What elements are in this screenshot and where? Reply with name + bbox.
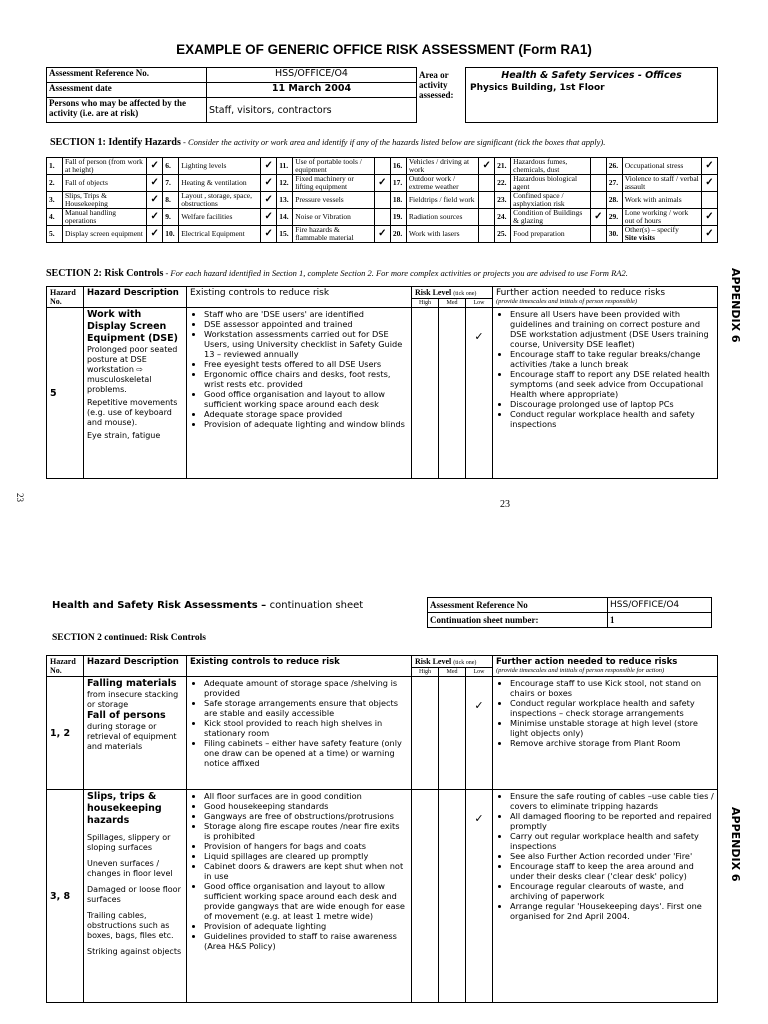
col-high: High [412,299,439,308]
hazard-label: Condition of Buildings & glazing [511,209,591,226]
hazard-label: Display screen equipment [63,226,147,243]
hazard-label: Pressure vessels [293,192,375,209]
risk-level-label: Risk Level [415,288,452,297]
hazard-desc-3: Eye strain, fatigue [87,431,161,440]
list-item: • DSE assessor appointed and trained [204,319,408,329]
hazard-label: Lone working / work out of hours [622,209,701,226]
hazard-checkbox[interactable] [590,192,606,209]
hazard-number: 22. [495,175,511,192]
cont-col-low: Low [466,668,493,677]
hazard-checkbox[interactable]: ✓ [261,175,277,192]
list-item: • Adequate amount of storage space /shelving is provided [204,678,408,698]
list-item: • Provision of hangers for bags and coats [204,841,408,851]
cont-sheet-label: Continuation sheet number: [428,613,608,628]
section2-instruction: - For each hazard identified in Section 1, complete Section 2. For more complex activities or projects you are advised to use Form RA2. [163,268,628,278]
hazard-label: Noise or Vibration [293,209,375,226]
further-action-list [496,791,714,921]
section1-instruction: - Consider the activity or work area and identify if any of the hazards listed below are significant (tick the boxes that apply). [180,137,606,147]
list-item: • All damaged flooring to be reported and repaired promptly [510,811,714,831]
col-existing-controls: Existing controls to reduce risk [187,287,412,308]
appendix-label-top: APPENDIX 6 [729,268,742,343]
further-action-label: Further action needed to reduce risks [496,288,666,298]
hazard-label: Confined space / asphyxiation risk [511,192,591,209]
cont-risk-level-tick-note: (tick one) [453,660,477,666]
page-number-side: 23 [15,493,25,502]
hazard-checkbox[interactable]: ✓ [702,158,718,175]
cont-sheet-value: 1 [608,613,712,628]
hazard-checkbox[interactable] [479,209,495,226]
hazard-number: 15. [277,226,293,243]
hazard-checkbox[interactable] [479,175,495,192]
hazard-number: 20. [390,226,406,243]
hazard-number: 14. [277,209,293,226]
hazard-desc-item: Uneven surfaces / changes in floor level [87,859,173,878]
col-further-action [493,287,718,308]
hazard-number: 6. [163,158,179,175]
hazard-checklist-table [46,157,718,243]
hazard-label: Outdoor work / extreme weather [406,175,478,192]
risk-med-cell [439,677,466,790]
hazard-number: 30. [606,226,622,243]
hazard-number: 27. [606,175,622,192]
hazard-number: 7. [163,175,179,192]
hazard-number: 5 [47,308,84,479]
hazard-description [84,677,187,790]
list-item: • Encourage staff to keep the area around and under their desks clear ('clear desk' policy) [510,861,714,881]
list-item: • Provision of adequate lighting and window blinds [204,419,408,429]
hazard-desc-1: Prolonged poor seated posture at DSE workstation ⇨ musculoskeletal problems. [87,345,178,394]
list-item: • Carry out regular workplace health and safety inspections [510,831,714,851]
hazard-number: 4. [47,209,63,226]
list-item: • Ensure all Users have been provided with guidelines and training on correct posture and DSE workstation adjustment (DSE Users training course, University DSE leaflet) [510,309,714,349]
list-item: • Storage along fire escape routes /near fire exits is prohibited [204,821,408,841]
hazard-number: 23. [495,192,511,209]
list-item: • Free eyesight tests offered to all DSE Users [204,359,408,369]
continuation-title-bold: Health and Safety Risk Assessments – [52,600,270,611]
table-row [47,790,718,1003]
hazard-label: Hazardous fumes, chemicals, dust [511,158,591,175]
hazard-checkbox[interactable] [590,175,606,192]
list-item: • Workstation assessments carried out for DSE Users, using University checklist in Safety Guide 13 – reviewed annually [204,329,408,359]
list-item: • Liquid spillages are cleared up promptly [204,851,408,861]
page-number: 23 [500,499,510,510]
list-item: • Good office organisation and layout to allow sufficient working space around each desk [204,389,408,409]
hazard-checkbox[interactable]: ✓ [702,226,718,243]
hazard-label: Hazardous biological agent [511,175,591,192]
cont-further-label: Further action needed to reduce risks [496,657,678,667]
hazard-number: 19. [390,209,406,226]
hazard-label: Other(s) – specify Site visits [622,226,701,243]
further-action-cell [493,677,718,790]
hazard-number: 13. [277,192,293,209]
hazard-checkbox[interactable] [374,209,390,226]
hazard-checkbox[interactable] [374,158,390,175]
hazard-checkbox[interactable] [374,192,390,209]
hazard-name: Slips, trips & housekeeping hazards [87,791,162,826]
hazard-checkbox[interactable] [590,226,606,243]
table-row [47,677,718,790]
hazard-desc-2: during storage or retrieval of equipment and materials [87,722,177,751]
cont-ref-label: Assessment Reference No [428,598,608,613]
hazard-label: Violence to staff / verbal assault [622,175,701,192]
section2-title: SECTION 2: Risk Controls [46,268,164,279]
ref-label: Assessment Reference No. [47,68,207,83]
continuation-subtitle: continuation sheet [269,600,364,611]
section2-heading [46,268,746,279]
continuation-title [52,600,363,611]
hazard-number: 26. [606,158,622,175]
cont-further-note: (provide timescales and initials of person responsible for action) [496,667,665,674]
hazard-number: 21. [495,158,511,175]
section1-title: SECTION 1: Identify Hazards [50,137,181,148]
list-item: • Remove archive storage from Plant Room [510,738,714,748]
list-item: • Minimise unstable storage at high level (store light objects only) [510,718,714,738]
list-item: • Adequate storage space provided [204,409,408,419]
hazard-checkbox[interactable] [479,192,495,209]
col-risk-level [412,287,493,299]
list-item: • Arrange regular 'Housekeeping days'. First one organised for 2nd April 2004. [510,901,714,921]
hazard-checkbox[interactable]: ✓ [261,209,277,226]
hazard-label: Manual handling operations [63,209,147,226]
list-item: • Good office organisation and layout to allow sufficient working space around each desk and provide gangways that are wide enough for ease of movement (e.g. at least 1 metre wide) [204,881,408,921]
cont-risk-level-label: Risk Level [415,657,452,666]
persons-value: Staff, visitors, contractors [207,98,417,123]
list-item: • Safe storage arrangements ensure that objects are stable and easily accessible [204,698,408,718]
hazard-label: Electrical Equipment [179,226,261,243]
hazard-checkbox[interactable]: ✓ [147,175,163,192]
hazard-checkbox[interactable]: ✓ [147,226,163,243]
hazard-checkbox[interactable]: ✓ [479,158,495,175]
hazard-number: 16. [390,158,406,175]
col-hazard-desc: Hazard Description [84,287,187,308]
hazard-number: 28. [606,192,622,209]
hazard-number: 3, 8 [47,790,84,1003]
cont-col-further [493,656,718,677]
hazard-number: 5. [47,226,63,243]
further-action-list [496,309,714,429]
area-value [466,68,718,123]
hazard-number: 29. [606,209,622,226]
hazard-number: 8. [163,192,179,209]
list-item: • See also Further Action recorded under 'Fire' [510,851,714,861]
hazard-label: Work with lasers [406,226,478,243]
hazard-label: Slips, Trips & Housekeeping [63,192,147,209]
list-item: • All floor surfaces are in good condition [204,791,408,801]
area-value-line1: Health & Safety Services - Offices [501,70,682,81]
hazard-label: Heating & ventilation [179,175,261,192]
hazard-label: Layout , storage, space, obstructions [179,192,261,209]
col-med: Med [439,299,466,308]
list-item: • Encourage staff to use Kick stool, not stand on chairs or boxes [510,678,714,698]
hazard-number: 18. [390,192,406,209]
hazard-label: Use of portable tools / equipment [293,158,375,175]
hazard-number: 10. [163,226,179,243]
hazard-label: Work with animals [622,192,701,209]
further-action-list [496,678,714,748]
page-title: EXAMPLE OF GENERIC OFFICE RISK ASSESSMENT (Form RA1) [176,42,592,57]
list-item: • Encourage regular clearouts of waste, and archiving of paperwork [510,881,714,901]
risk-controls-table [46,286,718,479]
list-item: • Staff who are 'DSE users' are identified [204,309,408,319]
hazard-checkbox[interactable]: ✓ [261,226,277,243]
hazard-number: 1. [47,158,63,175]
hazard-number: 1, 2 [47,677,84,790]
hazard-label: Welfare facilities [179,209,261,226]
hazard-label: Food preparation [511,226,591,243]
hazard-number: 11. [277,158,293,175]
hazard-number: 3. [47,192,63,209]
hazard-label: Vehicles / driving at work [406,158,478,175]
hazard-label: Radiation sources [406,209,478,226]
continuation-risk-table [46,655,718,1003]
hazard-checkbox[interactable]: ✓ [261,192,277,209]
hazard-name-1: Falling materials [87,678,177,689]
existing-controls-cell [187,677,412,790]
hazard-number: 25. [495,226,511,243]
cont-col-risk-level [412,656,493,668]
hazard-checkbox[interactable] [702,192,718,209]
hazard-checkbox[interactable]: ✓ [702,209,718,226]
hazard-checkbox[interactable]: ✓ [702,175,718,192]
hazard-number: 17. [390,175,406,192]
risk-low-tick: ✓ [466,677,493,790]
risk-high-cell [412,677,439,790]
cont-col-hazard-desc: Hazard Description [84,656,187,677]
existing-controls-cell [187,308,412,479]
list-item: • Ensure the safe routing of cables –use cable ties / covers to eliminate tripping hazards [510,791,714,811]
cont-col-existing: Existing controls to reduce risk [187,656,412,677]
hazard-desc-item: Damaged or loose floor surfaces [87,885,181,904]
hazard-desc-1: from insecure stacking or storage [87,690,179,709]
list-item: • Guidelines provided to staff to raise awareness (Area H&S Policy) [204,931,408,951]
hazard-checkbox[interactable]: ✓ [147,209,163,226]
persons-label: Persons who may be affected by the activity (i.e. are at risk) [47,98,207,123]
risk-med-cell [439,308,466,479]
hazard-label: Fire hazards & flammable material [293,226,375,243]
col-hazard-no: Hazard No. [47,287,84,308]
hazard-label: Fall of objects [63,175,147,192]
risk-level-tick-note: (tick one) [453,291,477,297]
hazard-desc-item: Striking against objects [87,947,182,956]
hazard-checkbox[interactable] [479,226,495,243]
existing-controls-list [190,791,408,951]
cont-col-med: Med [439,668,466,677]
assessment-header-table [46,67,718,123]
cont-col-high: High [412,668,439,677]
hazard-row [47,226,718,243]
list-item: • Encourage staff to report any DSE related health symptoms (and seek advice from Occupational Health where appropriate) [510,369,714,399]
risk-low-tick: ✓ [466,308,493,479]
hazard-name-2: Fall of persons [87,710,166,721]
hazard-desc-item: Spillages, slippery or sloping surfaces [87,833,171,852]
list-item: • Good housekeeping standards [204,801,408,811]
hazard-number: 9. [163,209,179,226]
hazard-row [47,209,718,226]
existing-controls-cell [187,790,412,1003]
risk-med-cell [439,790,466,1003]
list-item: • Conduct regular workplace health and safety inspections [510,409,714,429]
list-item: • Encourage staff to take regular breaks/change activities /take a lunch break [510,349,714,369]
table-row [47,308,718,479]
risk-high-cell [412,790,439,1003]
hazard-checkbox[interactable]: ✓ [261,158,277,175]
hazard-label: Fixed machinery or lifting equipment [293,175,375,192]
list-item: • Provision of adequate lighting [204,921,408,931]
list-item: • Kick stool provided to reach high shelves in stationary room [204,718,408,738]
hazard-row [47,192,718,209]
hazard-description [84,790,187,1003]
hazard-row [47,175,718,192]
cont-ref-value: HSS/OFFICE/O4 [608,598,712,613]
list-item: • Gangways are free of obstructions/protrusions [204,811,408,821]
hazard-label: Fieldtrips / field work [406,192,478,209]
col-low: Low [466,299,493,308]
existing-controls-list [190,309,408,429]
continuation-section-heading: SECTION 2 continued: Risk Controls [52,633,206,643]
further-action-cell [493,790,718,1003]
section1-heading [50,137,750,148]
list-item: • Discourage prolonged use of laptop PCs [510,399,714,409]
hazard-name: Work with Display Screen Equipment (DSE) [87,309,178,344]
continuation-ref-table [427,597,712,628]
existing-controls-list [190,678,408,768]
list-item: • Ergonomic office chairs and desks, foot rests, wrist rests etc. provided [204,369,408,389]
hazard-number: 2. [47,175,63,192]
hazard-desc-2: Repetitive movements (e.g. use of keyboard and mouse). [87,398,178,427]
hazard-number: 24. [495,209,511,226]
hazard-desc-item: Trailing cables, obstructions such as boxes, bags, files etc. [87,911,174,940]
hazard-label: Fall of person (from work at height) [63,158,147,175]
list-item: • Conduct regular workplace health and safety inspections – check storage arrangements [510,698,714,718]
hazard-row [47,158,718,175]
appendix-label-bottom: APPENDIX 6 [729,807,742,882]
risk-high-cell [412,308,439,479]
area-label: Area or activity assessed: [417,68,466,123]
hazard-label: Lighting levels [179,158,261,175]
hazard-desc-list [87,833,183,957]
list-item: • Filing cabinets – either have safety feature (only one draw can be opened at a time) or warning notice affixed [204,738,408,768]
hazard-checkbox[interactable]: ✓ [374,175,390,192]
hazard-checkbox[interactable]: ✓ [374,226,390,243]
further-action-note: (provide timescales and initials of person responsible) [496,298,638,305]
hazard-checkbox[interactable]: ✓ [590,209,606,226]
hazard-label: Occupational stress [622,158,701,175]
hazard-checkbox[interactable]: ✓ [147,158,163,175]
hazard-description [84,308,187,479]
list-item: • Cabinet doors & drawers are kept shut when not in use [204,861,408,881]
cont-col-hazard-no: Hazard No. [47,656,84,677]
hazard-checkbox[interactable]: ✓ [147,192,163,209]
hazard-number: 12. [277,175,293,192]
hazard-checkbox[interactable] [590,158,606,175]
date-value: 11 March 2004 [207,83,417,98]
date-label: Assessment date [47,83,207,98]
ref-value: HSS/OFFICE/O4 [207,68,417,83]
risk-low-tick: ✓ [466,790,493,1003]
area-value-line2: Physics Building, 1st Floor [470,83,605,93]
further-action-cell [493,308,718,479]
